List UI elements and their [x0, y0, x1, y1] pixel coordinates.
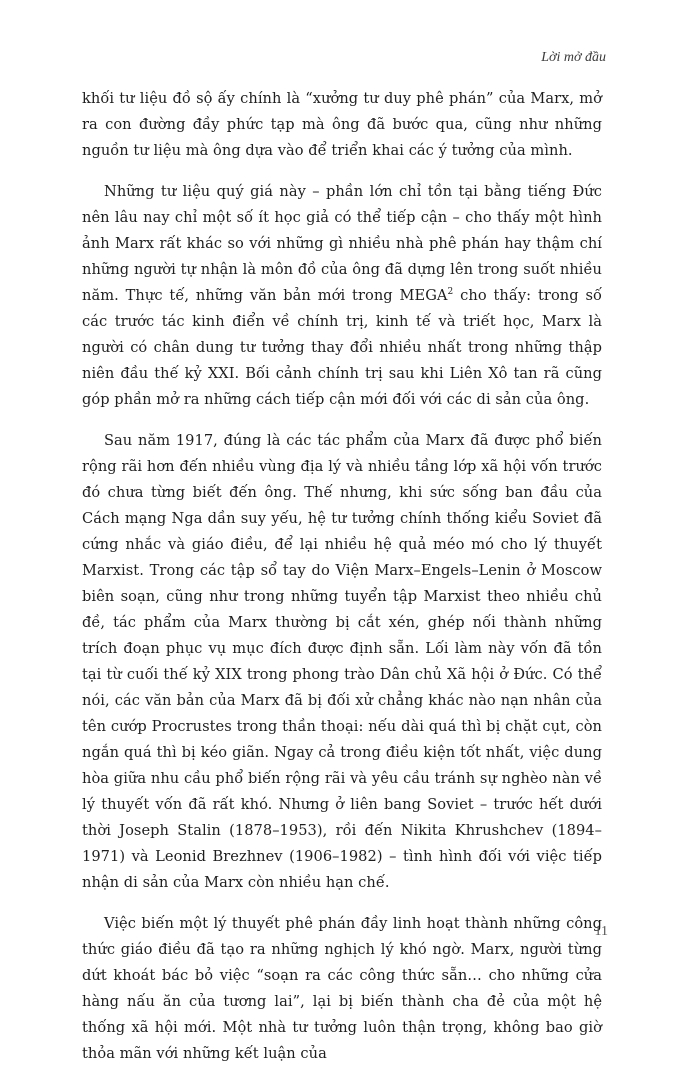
paragraph-2-part-2: cho thấy: trong số các trước tác kinh điển về chính trị, kinh tế và triết học, Marx là người có chân dung tư tưởng thay đổi nhiều nhất trong những thập niên đầu thế kỷ XXI. Bối cảnh chính trị sau khi Liên Xô tan rã cũng góp phần mở ra những cách tiếp cận mới đối với các di sản của ông.: [82, 287, 602, 408]
body-text: [82, 86, 602, 1082]
paragraph-1: khối tư liệu đồ sộ ấy chính là “xưởng tư duy phê phán” của Marx, mở ra con đường đầy phức tạp mà ông đã bước qua, cũng như những nguồn tư liệu mà ông dựa vào để triển khai các ý tưởng của mình.: [82, 90, 602, 159]
page-number: 11: [594, 924, 608, 939]
footnote-marker: 2: [447, 287, 454, 298]
paragraph-2-part-1: Những tư liệu quý giá này – phần lớn chỉ tồn tại bằng tiếng Đức nên lâu nay chỉ một số ít học giả có thể tiếp cận – cho thấy một hình ảnh Marx rất khác so với những gì nhiều nhà phê phán hay thậm chí những người tự nhận là môn đồ của ông đã dựng lên trong suốt nhiều năm. Thực tế, những văn bản mới trong MEGA: [82, 183, 602, 304]
paragraph-3: Sau năm 1917, đúng là các tác phẩm của Marx đã được phổ biến rộng rãi hơn đến nhiều vùng địa lý và nhiều tầng lớp xã hội vốn trước đó chưa từng biết đến ông. Thế nhưng, khi sức sống ban đầu của Cách mạng Nga dần suy yếu, hệ tư tưởng chính thống kiểu Soviet đã cứng nhắc và giáo điều, để lại nhiều hệ quả méo mó cho lý thuyết Marxist. Trong các tập sổ tay do Viện Marx–Engels–Lenin ở Moscow biên soạn, cũng như trong những tuyển tập Marxist theo nhiều chủ đề, tác phẩm của Marx thường bị cắt xén, ghép nối thành những trích đoạn phục vụ mục đích được định sẵn. Lối làm này vốn đã tồn tại từ cuối thế kỷ XIX trong phong trào Dân chủ Xã hội ở Đức. Có thể nói, các văn bản của Marx đã bị đối xử chẳng khác nào nạn nhân của tên cướp Procrustes trong thần thoại: nếu dài quá thì bị chặt cụt, còn ngắn quá thì bị kéo giãn. Ngay cả trong điều kiện tốt nhất, việc dung hòa giữa nhu cầu phổ biến rộng rãi và yêu cầu tránh sự nghèo nàn về lý thuyết vốn đã rất khó. Nhưng ở liên bang Soviet – trước hết dưới thời Joseph Stalin (1878–1953), rồi đến Nikita Khrushchev (1894–1971) và Leonid Brezhnev (1906–1982) – tình hình đối với việc tiếp nhận di sản của Marx còn nhiều hạn chế.: [82, 432, 602, 891]
paragraph-4: Việc biến một lý thuyết phê phán đầy linh hoạt thành những công thức giáo điều đã tạo ra những nghịch lý khó ngờ. Marx, người từng dứt khoát bác bỏ việc “soạn ra các công thức sẵn… cho những cửa hàng nấu ăn của tương lai”, lại bị biến thành cha đẻ của một hệ thống xã hội mới. Một nhà tư tưởng luôn thận trọng, không bao giờ thỏa mãn với những kết luận của: [82, 915, 602, 1062]
paragraph-2: [82, 179, 602, 413]
running-header: Lời mở đầu: [541, 50, 606, 65]
